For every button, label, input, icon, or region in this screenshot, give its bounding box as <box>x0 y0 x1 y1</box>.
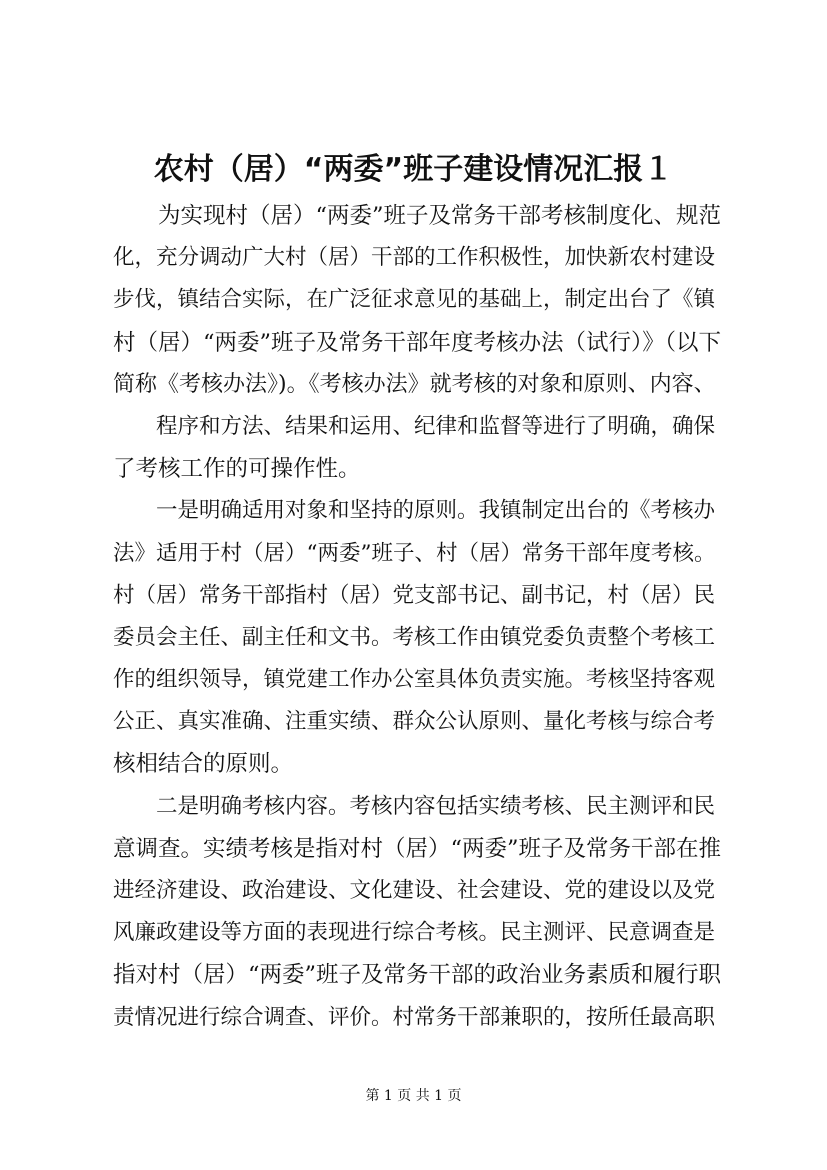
body-text-line: 为实现村（居）“两委”班子及常务干部考核制度化、规范 <box>113 203 722 229</box>
body-text-line: 作的组织领导，镇党建工作办公室具体负责实施。考核坚持客观 <box>113 667 716 693</box>
body-text-line: 责情况进行综合调查、评价。村常务干部兼职的，按所任最高职 <box>113 1004 716 1030</box>
page-footer: 第 1 页 共 1 页 <box>365 1088 462 1104</box>
body-text-line: 委员会主任、副主任和文书。考核工作由镇党委负责整个考核工 <box>113 624 716 650</box>
body-text-line: 化，充分调动广大村（居）干部的工作积极性，加快新农村建设 <box>113 245 716 271</box>
document-title: 农村（居）“两委”班子建设情况汇报１ <box>153 152 674 187</box>
body-text-line: 法》适用于村（居）“两委”班子、村（居）常务干部年度考核。 <box>113 540 716 566</box>
body-text-line: 进经济建设、政治建设、文化建设、社会建设、党的建设以及党 <box>113 878 716 903</box>
body-text-line: 公正、真实准确、注重实绩、群众公认原则、量化考核与综合考 <box>113 709 716 735</box>
body-text-line: 了考核工作的可操作性。 <box>113 456 361 483</box>
body-text-line: 村（居）“两委”班子及常务干部年度考核办法（试行）》（以下 <box>113 329 722 356</box>
document-body <box>113 195 723 1039</box>
body-text-line: 村（居）常务干部指村（居）党支部书记、副书记，村（居）民 <box>113 582 716 608</box>
body-text-line: 风廉政建设等方面的表现进行综合考核。民主测评、民意调查是 <box>113 920 716 946</box>
body-text-line: 一是明确适用对象和坚持的原则。我镇制定出台的《考核办 <box>113 498 716 524</box>
body-text-line: 意调查。实绩考核是指对村（居）“两委”班子及常务干部在推 <box>113 835 722 862</box>
body-text-line: 简称《考核办法》)。《考核办法》就考核的对象和原则、内容、 <box>113 371 716 397</box>
body-text-line: 步伐，镇结合实际，在广泛征求意见的基础上，制定出台了《镇 <box>113 287 716 313</box>
body-text-line: 核相结合的原则。 <box>113 751 294 778</box>
body-text-line: 二是明确考核内容。考核内容包括实绩考核、民主测评和民 <box>113 793 716 819</box>
body-text-line: 程序和方法、结果和运用、纪律和监督等进行了明确，确保 <box>113 413 716 439</box>
body-text-line: 指对村（居）“两委”班子及常务干部的政治业务素质和履行职 <box>113 962 722 989</box>
